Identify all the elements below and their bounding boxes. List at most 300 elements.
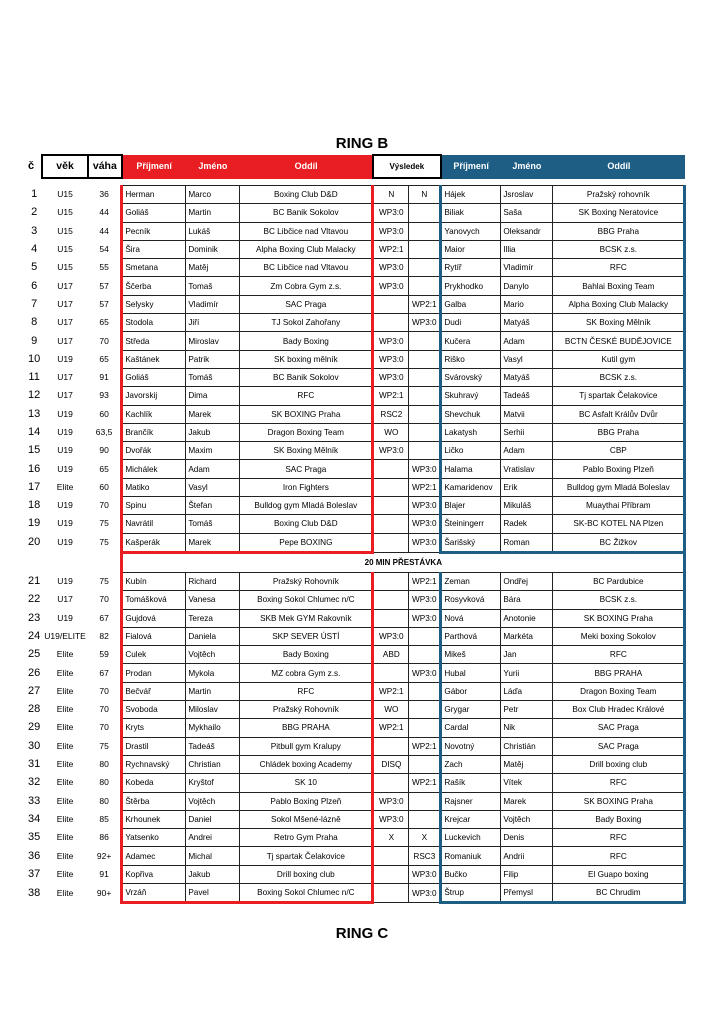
- bout-number: 34: [28, 812, 41, 825]
- age-category: U19: [57, 576, 73, 587]
- age-category: U17: [57, 594, 73, 605]
- result-blue: WP3:0: [409, 883, 441, 902]
- blue-club: BC Pardubice: [553, 572, 685, 590]
- blue-first-name: Vojtěch: [501, 810, 553, 828]
- age-category: U15: [57, 225, 73, 236]
- age-category: U17: [57, 298, 73, 309]
- result-red: [373, 533, 409, 552]
- red-surname: Adamec: [122, 847, 186, 865]
- blue-surname: Hájek: [441, 186, 501, 204]
- red-surname: Pecník: [122, 222, 186, 240]
- blue-first-name: Danylo: [501, 277, 553, 295]
- weight-class: 85: [99, 813, 109, 824]
- red-club: Tj spartak Čelakovice: [240, 847, 373, 865]
- table-row: [26, 387, 685, 405]
- age-category: Elite: [56, 740, 74, 751]
- weight-class: 75: [99, 518, 109, 529]
- red-club: SK 10: [240, 774, 373, 792]
- red-club: BC Libčice nad Vltavou: [240, 259, 373, 277]
- blue-first-name: Radek: [501, 515, 553, 533]
- red-surname: Středa: [122, 332, 186, 350]
- red-first-name: Daniela: [186, 627, 240, 645]
- red-club: Boxing Club D&D: [240, 515, 373, 533]
- blue-surname: Prykhodko: [441, 277, 501, 295]
- blue-club: El Guapo boxing: [553, 865, 685, 883]
- red-first-name: Lukáš: [186, 222, 240, 240]
- red-first-name: Miloslav: [186, 701, 240, 719]
- red-first-name: Maxim: [186, 442, 240, 460]
- age-category: U19: [57, 463, 73, 474]
- result-blue: [409, 701, 441, 719]
- blue-club: SAC Praga: [553, 737, 685, 755]
- blue-surname: Rytíř: [441, 259, 501, 277]
- red-club: Chládek boxing Academy: [240, 755, 373, 773]
- result-blue: [409, 646, 441, 664]
- blue-club: BCSK z.s.: [553, 591, 685, 609]
- result-blue: WP2:1: [409, 572, 441, 590]
- result-blue: [409, 277, 441, 295]
- blue-club: Meki boxing Sokolov: [553, 627, 685, 645]
- result-blue: [409, 682, 441, 700]
- result-red: [373, 865, 409, 883]
- table-row: [26, 774, 685, 792]
- age-category: U15: [57, 244, 73, 255]
- weight-class: 90+: [96, 887, 112, 898]
- blue-surname: Biliak: [441, 204, 501, 222]
- blue-club: BCSK z.s.: [553, 240, 685, 258]
- blue-first-name: Bára: [501, 591, 553, 609]
- red-club: Pražský Rohovník: [240, 701, 373, 719]
- result-red: WP3:0: [373, 259, 409, 277]
- weight-class: 67: [99, 612, 109, 623]
- weight-class: 65: [99, 353, 109, 364]
- red-surname: Brančík: [122, 423, 186, 441]
- age-category: Elite: [56, 777, 74, 788]
- age-category: U19: [57, 537, 73, 548]
- age-category: U17: [57, 280, 73, 291]
- result-red: [373, 572, 409, 590]
- red-club: BBG PRAHA: [240, 719, 373, 737]
- header-red-club: Oddíl: [240, 155, 373, 178]
- red-surname: Šira: [122, 240, 186, 258]
- bout-number: 13: [28, 407, 41, 420]
- red-first-name: Martin: [186, 204, 240, 222]
- result-red: WO: [373, 701, 409, 719]
- result-red: [373, 609, 409, 627]
- result-blue: [409, 204, 441, 222]
- red-club: Iron Fighters: [240, 478, 373, 496]
- blue-club: Drill boxing club: [553, 755, 685, 773]
- blue-surname: Šarišský: [441, 533, 501, 552]
- result-blue: WP3:0: [409, 591, 441, 609]
- ring-b-title: RING B: [335, 135, 389, 152]
- result-red: WP3:0: [373, 627, 409, 645]
- age-category: U17: [57, 390, 73, 401]
- bout-number: 7: [31, 297, 38, 310]
- result-red: WP3:0: [373, 368, 409, 386]
- table-row: [26, 295, 685, 313]
- blue-club: SK BOXING Praha: [553, 609, 685, 627]
- age-category: U17: [57, 317, 73, 328]
- result-blue: [409, 222, 441, 240]
- bout-number: 3: [31, 224, 38, 237]
- bout-number: 20: [28, 536, 41, 549]
- red-club: BC Libčice nad Vltavou: [240, 222, 373, 240]
- bout-number: 36: [28, 849, 41, 862]
- red-surname: Prodan: [122, 664, 186, 682]
- red-first-name: Mykhailo: [186, 719, 240, 737]
- age-category: Elite: [56, 832, 74, 843]
- blue-first-name: Mikuláš: [501, 497, 553, 515]
- red-first-name: Tomaš: [186, 277, 240, 295]
- blue-club: BBG Praha: [553, 222, 685, 240]
- age-category: U15: [57, 207, 73, 218]
- blue-club: Bulldog gym Mladá Boleslav: [553, 478, 685, 496]
- blue-surname: Rajsner: [441, 792, 501, 810]
- result-red: [373, 847, 409, 865]
- bout-number: 25: [28, 648, 41, 661]
- result-blue: WP2:1: [409, 737, 441, 755]
- red-surname: Culek: [122, 646, 186, 664]
- blue-club: BC Žižkov: [553, 533, 685, 552]
- blue-surname: Kamaridenov: [441, 478, 501, 496]
- red-surname: Štěrba: [122, 792, 186, 810]
- bout-number: 18: [28, 499, 41, 512]
- result-red: [373, 664, 409, 682]
- age-category: Elite: [56, 850, 74, 861]
- weight-class: 91: [99, 372, 109, 383]
- blue-first-name: Nik: [501, 719, 553, 737]
- bout-number: 4: [31, 243, 38, 256]
- header-num: č: [28, 160, 35, 172]
- red-first-name: Tomáš: [186, 515, 240, 533]
- result-blue: WP3:0: [409, 515, 441, 533]
- blue-club: RFC: [553, 259, 685, 277]
- blue-surname: Maior: [441, 240, 501, 258]
- bout-number: 1: [31, 188, 38, 201]
- red-surname: Vrzáň: [122, 883, 186, 902]
- red-surname: Tomášková: [122, 591, 186, 609]
- header-age: věk: [42, 155, 88, 178]
- red-club: Alpha Boxing Club Malacky: [240, 240, 373, 258]
- header-red-name: Jméno: [186, 155, 240, 178]
- red-club: SK Boxing Mělník: [240, 442, 373, 460]
- age-category: U17: [57, 335, 73, 346]
- result-red: WP3:0: [373, 277, 409, 295]
- weight-class: 86: [99, 832, 109, 843]
- blue-club: Pablo Boxing Plzeň: [553, 460, 685, 478]
- red-first-name: Christian: [186, 755, 240, 773]
- red-first-name: Jakub: [186, 865, 240, 883]
- blue-club: RFC: [553, 829, 685, 847]
- age-category: U19: [57, 353, 73, 364]
- red-first-name: Patrik: [186, 350, 240, 368]
- blue-surname: Štrup: [441, 883, 501, 902]
- red-club: Pablo Boxing Plzeň: [240, 792, 373, 810]
- age-category: U19: [57, 427, 73, 437]
- blue-club: Box Club Hradec Králové: [553, 701, 685, 719]
- age-category: Elite: [56, 887, 74, 898]
- weight-class: 60: [99, 408, 109, 419]
- result-red: WP3:0: [373, 792, 409, 810]
- blue-surname: Lakatysh: [441, 423, 501, 441]
- table-row: [26, 368, 685, 386]
- blue-surname: Zach: [441, 755, 501, 773]
- bout-number: 37: [28, 867, 41, 880]
- table-row: [26, 883, 685, 902]
- blue-club: SK-BC KOTEL NA Plzen: [553, 515, 685, 533]
- result-red: WP3:0: [373, 350, 409, 368]
- weight-class: 70: [99, 685, 109, 696]
- blue-club: BCSK z.s.: [553, 368, 685, 386]
- result-blue: [409, 423, 441, 441]
- red-surname: Smetana: [122, 259, 186, 277]
- blue-surname: Rosyvková: [441, 591, 501, 609]
- blue-surname: Ličko: [441, 442, 501, 460]
- red-club: Bady Boxing: [240, 646, 373, 664]
- table-row: [26, 572, 685, 590]
- red-surname: Krhounek: [122, 810, 186, 828]
- blue-first-name: Marek: [501, 792, 553, 810]
- weight-class: 59: [99, 649, 109, 660]
- blue-club: Tj spartak Čelakovice: [553, 387, 685, 405]
- red-club: SAC Praga: [240, 295, 373, 313]
- red-surname: Javorskij: [122, 387, 186, 405]
- table-row: [26, 222, 685, 240]
- table-row: [26, 423, 685, 441]
- blue-first-name: Illia: [501, 240, 553, 258]
- blue-first-name: Vasyl: [501, 350, 553, 368]
- bout-table: [26, 154, 686, 904]
- bout-number: 2: [31, 206, 38, 219]
- bout-number: 24: [28, 629, 41, 642]
- red-club: RFC: [240, 387, 373, 405]
- red-surname: Svoboda: [122, 701, 186, 719]
- blue-first-name: Denis: [501, 829, 553, 847]
- weight-class: 75: [99, 576, 109, 587]
- bout-number: 29: [28, 721, 41, 734]
- blue-first-name: Vítek: [501, 774, 553, 792]
- result-blue: [409, 792, 441, 810]
- table-row: [26, 515, 685, 533]
- blue-first-name: Matyáš: [501, 314, 553, 332]
- red-first-name: Miroslav: [186, 332, 240, 350]
- red-first-name: Matěj: [186, 259, 240, 277]
- red-surname: Bečvář: [122, 682, 186, 700]
- red-club: Sokol Mšené-lázně: [240, 810, 373, 828]
- red-surname: Drastil: [122, 737, 186, 755]
- blue-first-name: Petr: [501, 701, 553, 719]
- result-red: [373, 295, 409, 313]
- table-row: [26, 682, 685, 700]
- blue-club: BC Asfalt Králův Dvůr: [553, 405, 685, 423]
- red-surname: Kaštánek: [122, 350, 186, 368]
- red-surname: Kašperák: [122, 533, 186, 552]
- bout-number: 23: [28, 611, 41, 624]
- bout-number: 35: [28, 831, 41, 844]
- bouts-part-2: [26, 572, 685, 902]
- blue-surname: Nová: [441, 609, 501, 627]
- result-blue: WP3:0: [409, 865, 441, 883]
- blue-first-name: Roman: [501, 533, 553, 552]
- bout-number: 11: [28, 371, 40, 384]
- red-first-name: Vladimír: [186, 295, 240, 313]
- header-result: Výsledek: [373, 155, 441, 178]
- weight-class: 36: [99, 189, 109, 200]
- header-weight: váha: [88, 155, 122, 178]
- blue-surname: Zeman: [441, 572, 501, 590]
- weight-class: 93: [99, 390, 109, 401]
- age-category: Elite: [56, 868, 74, 879]
- weight-class: 54: [99, 244, 109, 255]
- blue-surname: Shevchuk: [441, 405, 501, 423]
- header-blue-surname: Příjmení: [441, 155, 501, 178]
- bout-number: 9: [31, 334, 38, 347]
- bout-number: 5: [31, 261, 38, 274]
- weight-class: 75: [99, 740, 109, 751]
- weight-class: 55: [99, 262, 109, 273]
- bout-number: 31: [28, 758, 41, 771]
- bout-number: 27: [28, 684, 41, 697]
- red-club: Pitbull gym Kralupy: [240, 737, 373, 755]
- red-surname: Fialová: [122, 627, 186, 645]
- table-row: [26, 497, 685, 515]
- age-category: U15: [57, 189, 73, 200]
- red-surname: Gujdová: [122, 609, 186, 627]
- blue-surname: Šteiningerr: [441, 515, 501, 533]
- table-row: [26, 533, 685, 552]
- blue-surname: Rašík: [441, 774, 501, 792]
- table-row: [26, 314, 685, 332]
- blue-surname: Gábor: [441, 682, 501, 700]
- weight-class: 70: [99, 594, 109, 605]
- table-row: [26, 277, 685, 295]
- blue-first-name: Filip: [501, 865, 553, 883]
- red-surname: Herman: [122, 186, 186, 204]
- result-red: [373, 497, 409, 515]
- header-red-surname: Příjmení: [122, 155, 186, 178]
- red-surname: Matiko: [122, 478, 186, 496]
- red-club: Retro Gym Praha: [240, 829, 373, 847]
- result-red: [373, 883, 409, 902]
- red-club: Drill boxing club: [240, 865, 373, 883]
- blue-first-name: Láďa: [501, 682, 553, 700]
- pause-label: 20 MIN PŘESTÁVKA: [122, 552, 685, 572]
- weight-class: 80: [99, 759, 109, 770]
- weight-class: 57: [99, 298, 109, 309]
- red-first-name: Marco: [186, 186, 240, 204]
- blue-first-name: Vladimír: [501, 259, 553, 277]
- blue-first-name: Yurii: [501, 664, 553, 682]
- result-red: [373, 478, 409, 496]
- table-row: [26, 646, 685, 664]
- red-first-name: Kryštof: [186, 774, 240, 792]
- result-blue: [409, 810, 441, 828]
- red-club: Pražský Rohovník: [240, 572, 373, 590]
- weight-class: 67: [99, 667, 109, 678]
- table-row: [26, 405, 685, 423]
- blue-surname: Hubal: [441, 664, 501, 682]
- red-club: Boxing Club D&D: [240, 186, 373, 204]
- weight-class: 90: [99, 445, 109, 456]
- result-red: [373, 515, 409, 533]
- red-club: Pepe BOXING: [240, 533, 373, 552]
- result-red: WO: [373, 423, 409, 441]
- red-first-name: Jiří: [186, 314, 240, 332]
- bout-number: 12: [28, 389, 41, 402]
- weight-class: 63,5: [95, 427, 113, 437]
- table-row: [26, 810, 685, 828]
- age-category: U19: [57, 500, 73, 511]
- weight-class: 65: [99, 463, 109, 474]
- red-club: BC Banik Sokolov: [240, 368, 373, 386]
- weight-class: 91: [99, 868, 109, 879]
- result-red: WP3:0: [373, 204, 409, 222]
- result-blue: [409, 368, 441, 386]
- blue-club: SK BOXING Praha: [553, 792, 685, 810]
- red-club: RFC: [240, 682, 373, 700]
- result-red: RSC2: [373, 405, 409, 423]
- blue-first-name: Jan: [501, 646, 553, 664]
- red-surname: Kopřiva: [122, 865, 186, 883]
- result-blue: WP3:0: [409, 497, 441, 515]
- blue-club: BBG Praha: [553, 423, 685, 441]
- blue-club: SK Boxing Mělník: [553, 314, 685, 332]
- blue-first-name: Adam: [501, 332, 553, 350]
- blue-surname: Blajer: [441, 497, 501, 515]
- bout-number: 6: [31, 279, 38, 292]
- table-row: [26, 664, 685, 682]
- red-club: Boxing Sokol Chlumec n/C: [240, 883, 373, 902]
- table-row: [26, 847, 685, 865]
- blue-club: RFC: [553, 646, 685, 664]
- table-row: [26, 701, 685, 719]
- table-row: [26, 332, 685, 350]
- age-category: U19: [57, 445, 73, 456]
- result-blue: WP2:1: [409, 774, 441, 792]
- red-first-name: Štefan: [186, 497, 240, 515]
- blue-surname: Mikeš: [441, 646, 501, 664]
- red-first-name: Andrei: [186, 829, 240, 847]
- age-category: Elite: [56, 481, 74, 492]
- bout-number: 21: [28, 575, 41, 588]
- blue-first-name: Saša: [501, 204, 553, 222]
- blue-club: Bady Boxing: [553, 810, 685, 828]
- result-red: X: [373, 829, 409, 847]
- blue-first-name: Matvii: [501, 405, 553, 423]
- red-first-name: Martin: [186, 682, 240, 700]
- result-blue: X: [409, 829, 441, 847]
- result-red: WP2:1: [373, 387, 409, 405]
- bout-number: 22: [28, 593, 41, 606]
- blue-club: Alpha Boxing Club Malacky: [553, 295, 685, 313]
- weight-class: 57: [99, 280, 109, 291]
- blue-club: RFC: [553, 774, 685, 792]
- blue-first-name: Erik: [501, 478, 553, 496]
- blue-first-name: Vratislav: [501, 460, 553, 478]
- result-red: WP3:0: [373, 332, 409, 350]
- result-blue: WP3:0: [409, 460, 441, 478]
- red-first-name: Tereza: [186, 609, 240, 627]
- red-club: Bulldog gym Mladá Boleslav: [240, 497, 373, 515]
- red-first-name: Jakub: [186, 423, 240, 441]
- table-row: [26, 460, 685, 478]
- age-category: Elite: [56, 795, 74, 806]
- result-red: WP3:0: [373, 222, 409, 240]
- blue-surname: Krejcar: [441, 810, 501, 828]
- red-first-name: Mykola: [186, 664, 240, 682]
- age-category: U19: [57, 612, 73, 623]
